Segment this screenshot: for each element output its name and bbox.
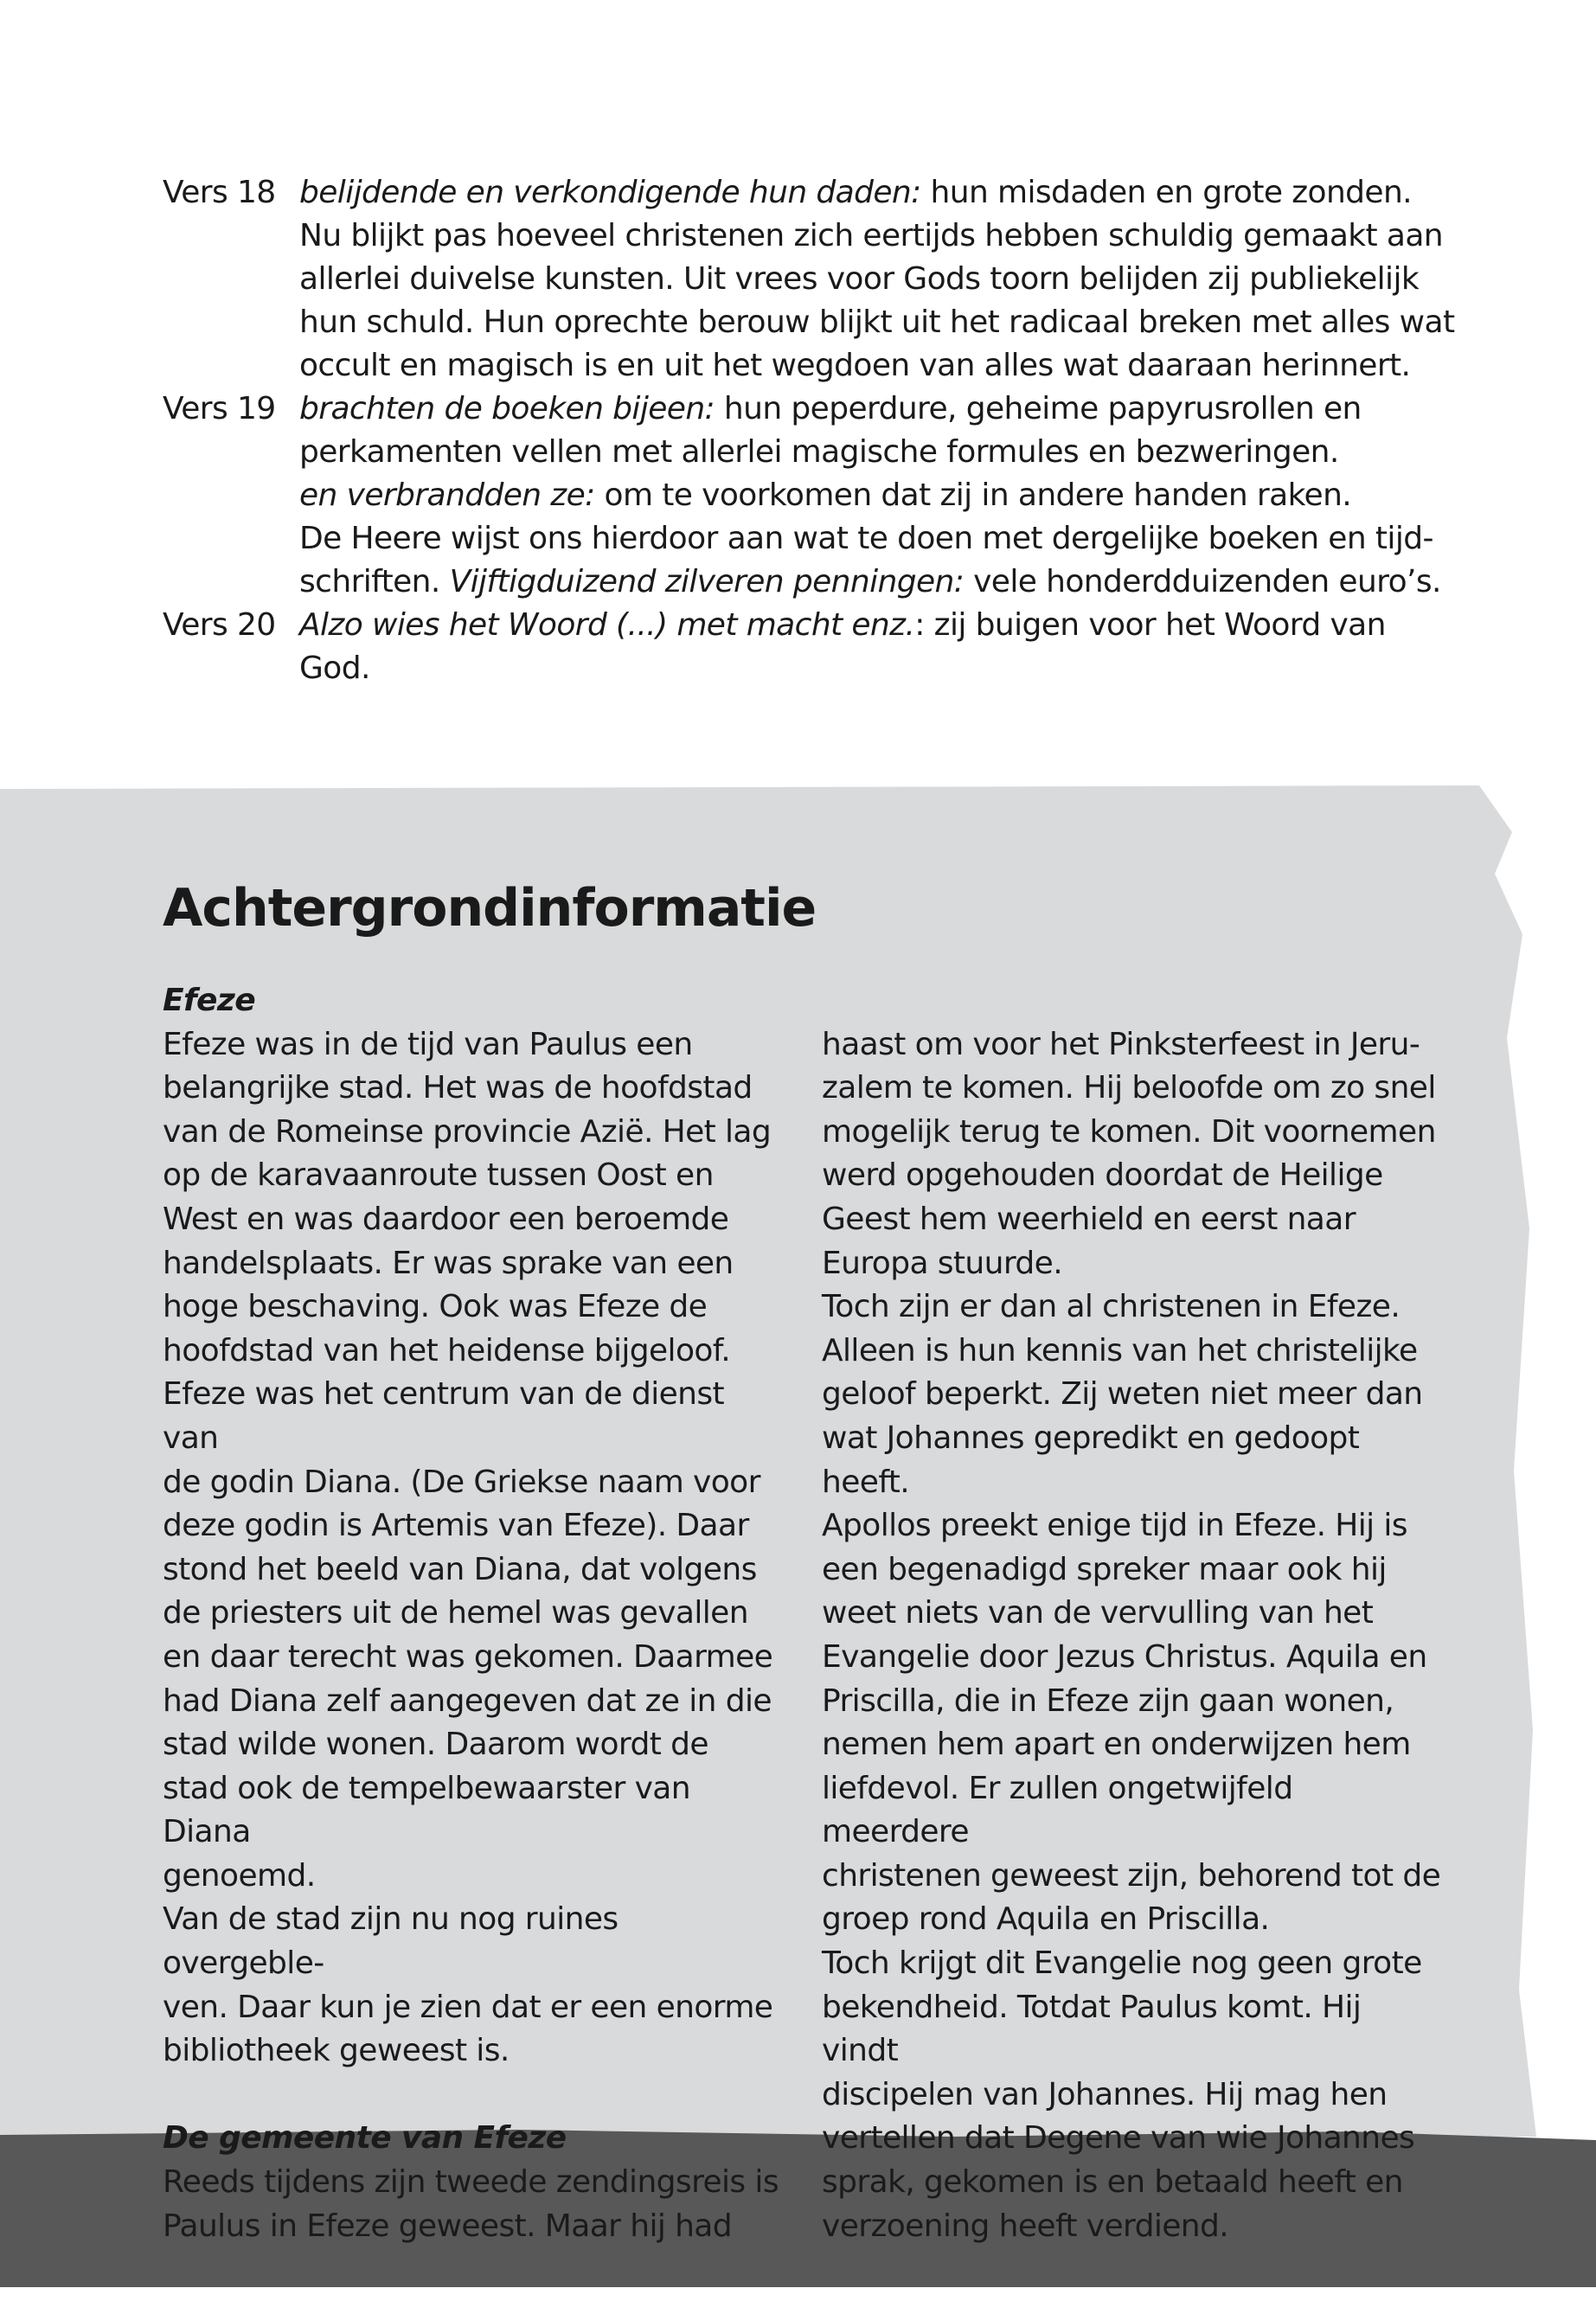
text-line: Efeze was het centrum van de dienst van — [163, 1376, 725, 1456]
text-line: Van de stad zijn nu nog ruines overgeble- — [163, 1901, 619, 1982]
verse-line: hun schuld. Hun oprechte berouw blijkt uit het radicaal breken met alles wat — [299, 304, 1455, 340]
verse-line: schriften. Vijftigduizend zilveren penningen: vele honderdduizenden euro’s. — [299, 564, 1441, 599]
text-line: een begenadigd spreker maar ook hij — [822, 1551, 1387, 1587]
background-info — [163, 874, 1460, 2244]
efeze-paragraph — [163, 1023, 785, 2073]
verse-text — [299, 388, 1460, 604]
text-line: hoge beschaving. Ook was Efeze de — [163, 1289, 708, 1325]
text-line: groep rond Aquila en Priscilla. — [822, 1901, 1270, 1938]
text-line: ven. Daar kun je zien dat er een enorme — [163, 1989, 773, 2025]
text-line: West en was daardoor een beroemde — [163, 1201, 729, 1237]
text-line: stond het beeld van Diana, dat volgens — [163, 1551, 757, 1587]
verse-line: perkamenten vellen met allerlei magische formules en bezweringen. — [299, 434, 1339, 470]
text-line: nemen hem apart en onderwijzen hem — [822, 1727, 1411, 1763]
text-line: bekendheid. Totdat Paulus komt. Hij vindt — [822, 1989, 1362, 2069]
text-line: op de karavaanroute tussen Oost en — [163, 1157, 714, 1194]
text-line: discipelen van Johannes. Hij mag hen — [822, 2076, 1388, 2112]
text-line: haast om voor het Pinksterfeest in Jeru- — [822, 1026, 1420, 1062]
text-line: de godin Diana. (De Griekse naam voor — [163, 1464, 760, 1500]
text-line: liefdevol. Er zullen ongetwijfeld meerdere — [822, 1770, 1293, 1850]
subheading-efeze: Efeze — [163, 983, 256, 1018]
text-line: Toch krijgt dit Evangelie nog geen grote — [822, 1945, 1422, 1982]
verse-20 — [163, 604, 1460, 690]
verse-line: brachten de boeken bijeen: hun peperdure, geheime papyrusrollen en — [299, 391, 1362, 426]
text-line: Reeds tijdens zijn tweede zendingsreis is — [163, 2164, 779, 2201]
text-line: Geest hem weerhield en eerst naar — [822, 1201, 1356, 1237]
gemeente-paragraph — [163, 2161, 785, 2248]
left-column — [163, 979, 785, 2248]
text-line: Efeze was in de tijd van Paulus een — [163, 1026, 693, 1062]
text-line: Alleen is hun kennis van het christelijke — [822, 1332, 1418, 1368]
verse-line: Alzo wies het Woord (...) met macht enz.: zij buigen voor het Woord van God. — [299, 607, 1386, 686]
text-line: Evangelie door Jezus Christus. Aquila en — [822, 1638, 1427, 1675]
verse-line: Nu blijkt pas hoeveel christenen zich eertijds hebben schuldig gemaakt aan — [299, 218, 1444, 253]
text-line: de priesters uit de hemel was gevallen — [163, 1595, 748, 1631]
text-line: Europa stuurde. — [822, 1245, 1063, 1281]
text-line: werd opgehouden doordat de Heilige — [822, 1157, 1383, 1194]
right-column — [822, 1023, 1445, 2249]
verse-19 — [163, 388, 1460, 604]
subheading-gemeente: De gemeente van Efeze — [163, 2120, 567, 2157]
verse-line: belijdende en verkondigende hun daden: hun misdaden en grote zonden. — [299, 175, 1413, 210]
text-line: Apollos preekt enige tijd in Efeze. Hij is — [822, 1508, 1407, 1544]
text-line: en daar terecht was gekomen. Daarmee — [163, 1638, 773, 1675]
text-line: stad ook de tempelbewaarster van Diana — [163, 1770, 690, 1850]
text-line: deze godin is Artemis van Efeze). Daar — [163, 1508, 749, 1544]
verse-line: De Heere wijst ons hierdoor aan wat te doen met dergelijke boeken en tijd- — [299, 521, 1433, 556]
verse-label: Vers 20 — [163, 607, 276, 643]
text-line: wat Johannes gepredikt en gedoopt heeft. — [822, 1420, 1360, 1500]
text-line: weet niets van de vervulling van het — [822, 1595, 1374, 1631]
text-line: bibliotheek geweest is. — [163, 2033, 510, 2069]
text-line: van de Romeinse provincie Azië. Het lag — [163, 1113, 772, 1150]
text-line: sprak, gekomen is en betaald heeft en — [822, 2164, 1403, 2201]
text-line: belangrijke stad. Het was de hoofdstad — [163, 1070, 753, 1106]
verse-text — [299, 604, 1460, 690]
text-line: zalem te komen. Hij beloofde om zo snel — [822, 1070, 1436, 1106]
text-line: hoofdstad van het heidense bijgeloof. — [163, 1332, 731, 1368]
verse-18 — [163, 171, 1460, 388]
text-line: mogelijk terug te komen. Dit voornemen — [822, 1113, 1436, 1150]
text-line: Paulus in Efeze geweest. Maar hij had — [163, 2208, 733, 2244]
verse-label: Vers 18 — [163, 175, 276, 210]
gemeente-paragraph-continued — [822, 1023, 1445, 2249]
verse-text — [299, 171, 1460, 388]
text-line: Priscilla, die in Efeze zijn gaan wonen, — [822, 1682, 1394, 1719]
two-columns — [163, 979, 1460, 2244]
text-line: geloof beperkt. Zij weten niet meer dan — [822, 1376, 1423, 1413]
verse-notes — [163, 171, 1460, 690]
verse-line: en verbrandden ze: om te voorkomen dat zij in andere handen raken. — [299, 478, 1352, 513]
text-line: had Diana zelf aangegeven dat ze in die — [163, 1682, 772, 1719]
section-title: Achtergrondinformatie — [163, 878, 817, 939]
verse-line: occult en magisch is en uit het wegdoen van alles wat daaraan herinnert. — [299, 348, 1411, 383]
text-line: genoemd. — [163, 1857, 316, 1894]
text-line: verzoening heeft verdiend. — [822, 2208, 1229, 2244]
verse-label: Vers 19 — [163, 391, 276, 426]
text-line: Toch zijn er dan al christenen in Efeze. — [822, 1289, 1401, 1325]
text-line: vertellen dat Degene van wie Johannes — [822, 2120, 1415, 2157]
verse-line: allerlei duivelse kunsten. Uit vrees voor Gods toorn belijden zij publiekelijk — [299, 261, 1420, 297]
text-line: stad wilde wonen. Daarom wordt de — [163, 1727, 708, 1763]
text-line: christenen geweest zijn, behorend tot de — [822, 1857, 1441, 1894]
text-line: handelsplaats. Er was sprake van een — [163, 1245, 734, 1281]
